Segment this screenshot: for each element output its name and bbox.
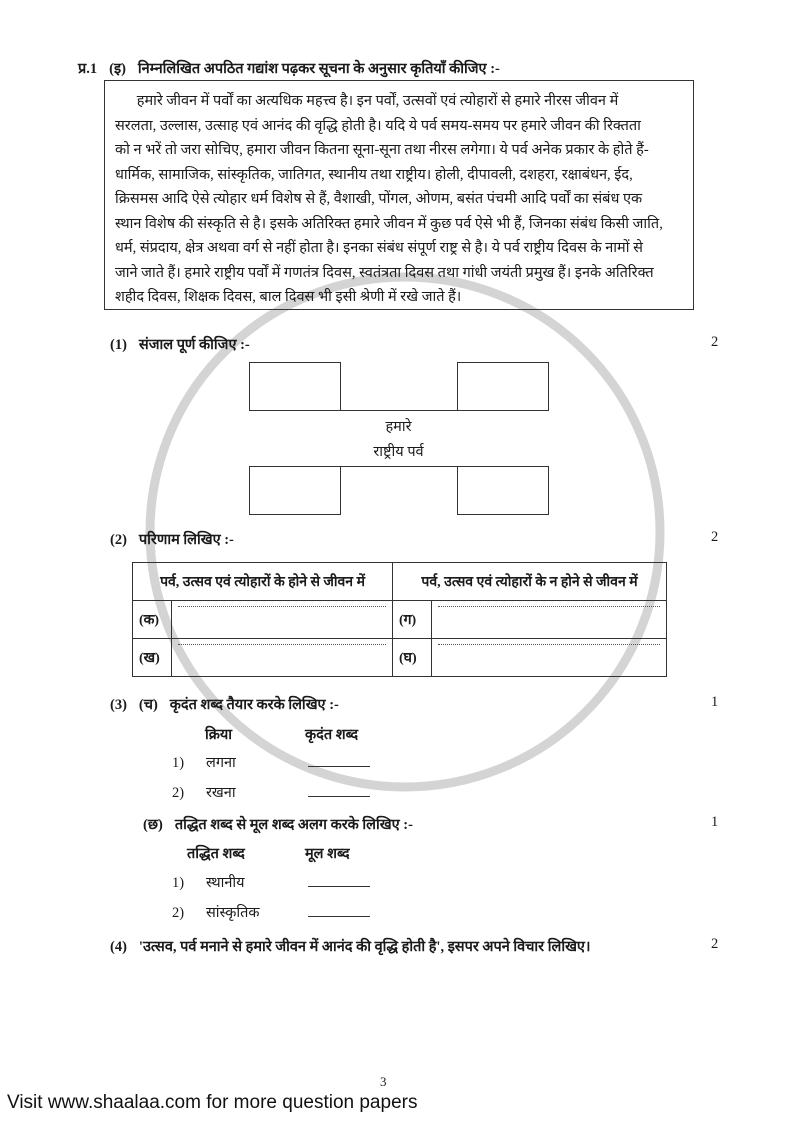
list-item xyxy=(172,782,370,802)
q1-marks: 2 xyxy=(711,334,719,350)
page-number: 3 xyxy=(380,1074,387,1089)
web-box-top-left[interactable] xyxy=(249,362,341,411)
item-word: रखना xyxy=(206,785,236,801)
item-word: लगना xyxy=(206,755,236,771)
q2-row xyxy=(110,529,234,549)
q3b-row xyxy=(143,814,413,834)
table-header: पर्व, उत्सव एवं त्योहारों के होने से जीवन में xyxy=(133,563,393,601)
q1-row xyxy=(110,334,250,354)
q4-text: 'उत्सव, पर्व मनाने से हमारे जीवन में आनंद की वृद्धि होती है', इसपर अपने विचार लिखिए। xyxy=(138,939,591,955)
q3a-row xyxy=(110,694,339,714)
web-line xyxy=(340,466,458,468)
answer-line[interactable] xyxy=(308,766,370,768)
instruction: निम्नलिखित अपठित गद्यांश पढ़कर सूचना के अनुसार कृतियाँ कीजिए :- xyxy=(137,61,500,77)
web-center-line1: हमारे xyxy=(385,419,412,435)
q3a-headers xyxy=(205,724,358,744)
question-number: प्र.1 xyxy=(78,61,98,77)
passage-line: जाने जाते हैं। हमारे राष्ट्रीय पर्वों में गणतंत्र दिवस, स्वतंत्रता दिवस तथा गांधी जयंती प्रमुख हैं। इनके अतिरिक्त xyxy=(115,264,654,281)
passage-line: शहीद दिवस, शिक्षक दिवस, बाल दिवस भी इसी श्रेणी में रखे जाते हैं। xyxy=(115,289,462,305)
row-label: (ख) xyxy=(133,639,172,677)
q2-text: परिणाम लिखिए :- xyxy=(138,532,234,548)
q1-text: संजाल पूर्ण कीजिए :- xyxy=(138,337,250,353)
item-number: 2) xyxy=(172,905,185,921)
passage-line: हमारे जीवन में पर्वों का अत्यधिक महत्त्व है। इन पर्वों, उत्सवों एवं त्योहारों से हमारे नीरस जीवन में xyxy=(115,93,619,109)
passage-line: सरलता, उल्लास, उत्साह एवं आनंद की वृद्धि होती है। यदि ये पर्व समय-समय पर हमारे जीवन की रिक्तता xyxy=(115,117,641,134)
item-number: 2) xyxy=(172,785,185,801)
q3a-marks: 1 xyxy=(711,694,719,710)
header-row xyxy=(78,58,500,78)
col-header: क्रिया xyxy=(205,727,233,743)
item-number: 1) xyxy=(172,875,185,891)
q3b-text: तद्धित शब्द से मूल शब्द अलग करके लिखिए :- xyxy=(174,817,413,833)
q2-marks: 2 xyxy=(711,529,719,545)
answer-cell[interactable] xyxy=(172,639,393,677)
q3a-label: (च) xyxy=(138,697,158,713)
web-center-line2: राष्ट्रीय पर्व xyxy=(373,444,424,460)
passage-box xyxy=(104,80,694,310)
row-label: (क) xyxy=(133,601,172,639)
q3b-label: (छ) xyxy=(143,817,163,833)
q4-marks: 2 xyxy=(711,936,719,952)
sub-question-label: (इ) xyxy=(109,61,126,77)
list-item xyxy=(172,752,370,772)
q2-number: (2) xyxy=(110,532,127,548)
q3a-text: कृदंत शब्द तैयार करके लिखिए :- xyxy=(169,697,339,713)
answer-line[interactable] xyxy=(308,916,370,918)
web-box-top-right[interactable] xyxy=(457,362,549,411)
answer-line[interactable] xyxy=(308,796,370,798)
table-row xyxy=(133,601,667,639)
answer-cell[interactable] xyxy=(432,639,667,677)
passage-line: स्थान विशेष की संस्कृति से है। इसके अतिरिक्त हमारे जीवन में कुछ पर्व ऐसे भी हैं, जिनका संबंध किसी जाति, xyxy=(115,215,663,232)
table-row xyxy=(133,639,667,677)
result-table xyxy=(132,562,667,677)
answer-cell[interactable] xyxy=(432,601,667,639)
q1-number: (1) xyxy=(110,337,127,353)
passage-line: को न भरें तो जरा सोचिए, हमारा जीवन कितना सूना-सूना तथा नीरस लगेगा। ये पर्व अनेक प्रकार के होते हैं- xyxy=(115,142,649,158)
row-label: (घ) xyxy=(393,639,432,677)
col-header: तद्धित शब्द xyxy=(187,846,245,862)
q3b-marks: 1 xyxy=(711,814,719,830)
item-number: 1) xyxy=(172,755,185,771)
passage-line: धर्म, संप्रदाय, क्षेत्र अथवा वर्ग से नहीं होता है। इनका संबंध संपूर्ण राष्ट्र से है। ये पर्व राष्ट्रीय दिवस के नामों से xyxy=(115,240,643,256)
table-header: पर्व, उत्सव एवं त्योहारों के न होने से जीवन में xyxy=(393,563,667,601)
web-box-bottom-right[interactable] xyxy=(457,466,549,515)
passage-line: धार्मिक, सामाजिक, सांस्कृतिक, जातिगत, स्थानीय तथा राष्ट्रीय। होली, दीपावली, दशहरा, रक्षाबंधन, ईद, xyxy=(115,166,633,183)
q3b-headers xyxy=(187,843,350,863)
col-header: कृदंत शब्द xyxy=(305,727,359,743)
list-item xyxy=(172,872,370,892)
q4-row xyxy=(110,936,590,956)
item-word: स्थानीय xyxy=(206,875,245,891)
answer-cell[interactable] xyxy=(172,601,393,639)
footer-link[interactable]: Visit www.shaalaa.com for more question papers xyxy=(7,1092,418,1113)
col-header: मूल शब्द xyxy=(305,846,350,862)
web-box-bottom-left[interactable] xyxy=(249,466,341,515)
row-label: (ग) xyxy=(393,601,432,639)
answer-line[interactable] xyxy=(308,886,370,888)
q4-number: (4) xyxy=(110,939,127,955)
item-word: सांस्कृतिक xyxy=(206,905,260,921)
web-line xyxy=(340,410,458,412)
passage-line: क्रिसमस आदि ऐसे त्योहार धर्म विशेष से हैं, वैशाखी, पोंगल, ओणम, बसंत पंचमी आदि पर्वों का संबंध एक xyxy=(115,191,643,207)
q3-number: (3) xyxy=(110,697,127,713)
list-item xyxy=(172,902,370,922)
